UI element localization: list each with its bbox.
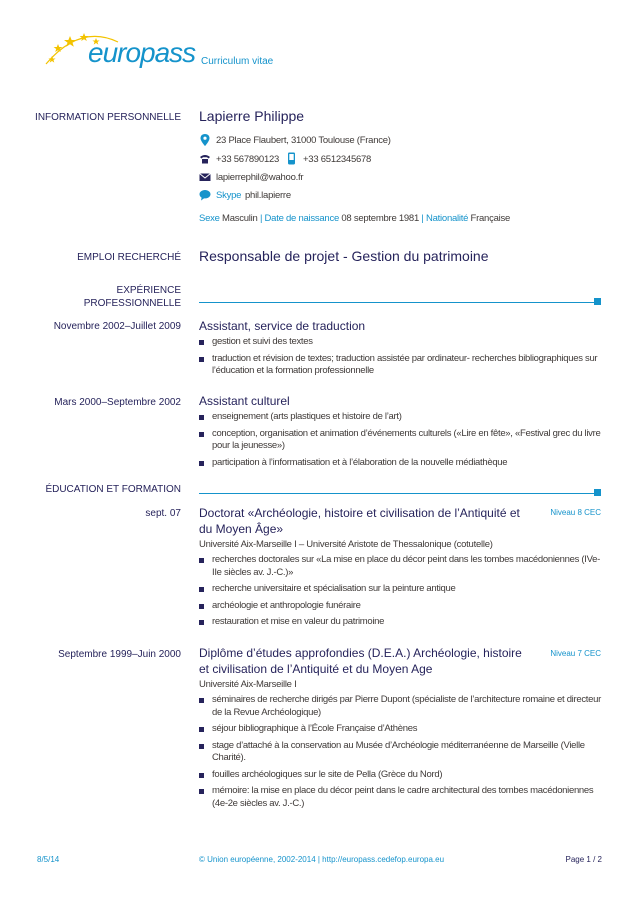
footer-date: 8/5/14 bbox=[37, 855, 60, 864]
list-item: fouilles archéologiques sur le site de Pella (Grèce du Nord) bbox=[199, 769, 604, 782]
list-item: séjour bibliographique à l’École Française d’Athènes bbox=[199, 723, 604, 736]
email-icon bbox=[199, 171, 211, 183]
nationality-label: Nationalité bbox=[426, 213, 469, 224]
list-item: archéologie et anthropologie funéraire bbox=[199, 600, 604, 613]
nationality-value: Française bbox=[470, 213, 511, 224]
list-item: stage d’attaché à la conservation au Musée d’Archéologie méditerranéenne de Marseille (Vielle Charité). bbox=[199, 740, 604, 765]
sex-label: Sexe bbox=[199, 213, 220, 224]
education-1 bbox=[199, 505, 604, 633]
list-item: recherches doctorales sur «La mise en place du décor peint dans les tombes macédoniennes (IVe-IIe siècles av. J.-C.)» bbox=[199, 554, 604, 579]
personal-section-label: INFORMATION PERSONNELLE bbox=[35, 112, 181, 123]
section-divider-square bbox=[594, 489, 601, 496]
experience-1-bullets bbox=[199, 336, 604, 378]
skype-id: phil.lapierre bbox=[245, 190, 291, 201]
list-item: conception, organisation et animation d’événements culturels («Lire en fête», «Festival grec du livre pour la jeunesse») bbox=[199, 428, 604, 453]
education-2-bullets bbox=[199, 694, 604, 810]
education-1-level: Niveau 8 CEC bbox=[550, 508, 601, 517]
education-2-title: Diplôme d’études approfondies (D.E.A.) Archéologie, histoire et civilisation de l’Antiquité et du Moyen Age bbox=[199, 646, 522, 676]
education-2-level: Niveau 7 CEC bbox=[550, 649, 601, 658]
education-section-label: ÉDUCATION ET FORMATION bbox=[45, 484, 181, 495]
skype-chat-icon bbox=[199, 189, 211, 201]
list-item: participation à l’informatisation et à l’élaboration de la nouvelle médiathèque bbox=[199, 457, 604, 470]
phone-icon bbox=[199, 153, 211, 165]
education-1-bullets bbox=[199, 554, 604, 629]
europass-logo bbox=[40, 28, 196, 72]
experience-2-dates: Mars 2000–Septembre 2002 bbox=[54, 397, 181, 408]
experience-1-dates: Novembre 2002–Juillet 2009 bbox=[53, 321, 181, 332]
experience-2-title: Assistant culturel bbox=[199, 394, 290, 408]
education-2-dates: Septembre 1999–Juin 2000 bbox=[58, 649, 181, 660]
birth-value: 08 septembre 1981 bbox=[341, 213, 420, 224]
separator: | bbox=[259, 213, 263, 224]
mobile: +33 6512345678 bbox=[303, 154, 372, 165]
education-2 bbox=[199, 645, 604, 814]
email[interactable]: lapierrephil@wahoo.fr bbox=[216, 172, 304, 183]
job-section-label: EMPLOI RECHERCHÉ bbox=[77, 252, 181, 263]
logo-wordmark: europass bbox=[88, 37, 196, 68]
experience-2-bullets bbox=[199, 411, 604, 469]
job-title: Responsable de projet - Gestion du patrimoine bbox=[199, 248, 489, 264]
education-1-dates: sept. 07 bbox=[145, 508, 181, 519]
education-2-institution: Université Aix-Marseille I bbox=[199, 679, 297, 690]
personal-details-line bbox=[199, 213, 510, 224]
list-item: traduction et révision de textes; traduction assistée par ordinateur- recherches bibliographiques sur l’éducation et la formation professionnelle bbox=[199, 353, 604, 378]
address: 23 Place Flaubert, 31000 Toulouse (France) bbox=[216, 135, 391, 146]
skype-label: Skype bbox=[216, 190, 242, 201]
phone: +33 567890123 bbox=[216, 154, 280, 165]
section-divider-square bbox=[594, 298, 601, 305]
doc-type: Curriculum vitae bbox=[201, 56, 274, 67]
experience-2 bbox=[199, 393, 604, 473]
sex-value: Masculin bbox=[222, 213, 258, 224]
list-item: recherche universitaire et spécialisation sur la peinture antique bbox=[199, 583, 604, 596]
education-1-institution: Université Aix-Marseille I – Université Aristote de Thessalonique (cotutelle) bbox=[199, 539, 493, 550]
mobile-icon bbox=[287, 152, 296, 165]
section-divider bbox=[199, 493, 594, 494]
birth-label: Date de naissance bbox=[264, 213, 339, 224]
footer-page-number: Page 1 / 2 bbox=[565, 855, 602, 864]
list-item: restauration et mise en valeur du patrimoine bbox=[199, 616, 604, 629]
experience-1 bbox=[199, 318, 604, 382]
education-1-title: Doctorat «Archéologie, histoire et civilisation de l’Antiquité et du Moyen Âge» bbox=[199, 506, 520, 536]
section-divider bbox=[199, 302, 594, 303]
list-item: mémoire: la mise en place du décor peint dans le cadre architectural des tombes macédoniennes (4e-2e siècles av. J.-C.) bbox=[199, 785, 604, 810]
list-item: séminaires de recherche dirigés par Pierre Dupont (spécialiste de l’architecture romaine et directeur de la Revue Archéologique) bbox=[199, 694, 604, 719]
list-item: gestion et suivi des textes bbox=[199, 336, 604, 349]
list-item: enseignement (arts plastiques et histoire de l’art) bbox=[199, 411, 604, 424]
person-name: Lapierre Philippe bbox=[199, 108, 305, 124]
separator: | bbox=[421, 213, 424, 224]
experience-section-label: EXPÉRIENCE PROFESSIONNELLE bbox=[83, 285, 181, 309]
footer-copyright[interactable]: © Union européenne, 2002-2014 | http://europass.cedefop.europa.eu bbox=[199, 855, 445, 864]
location-pin-icon bbox=[199, 134, 211, 146]
experience-1-title: Assistant, service de traduction bbox=[199, 319, 366, 333]
